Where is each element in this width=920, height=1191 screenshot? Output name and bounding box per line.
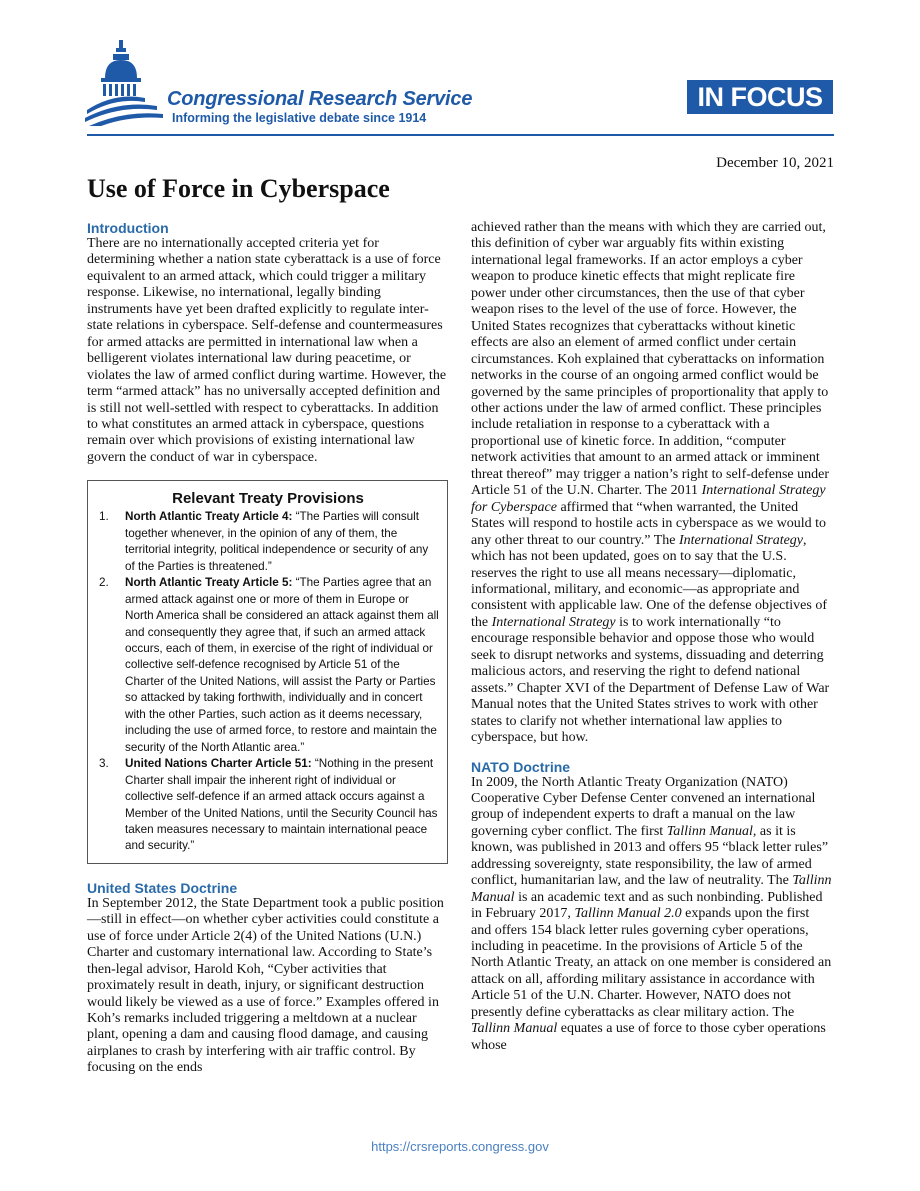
text-run: equates a use of force to those cyber operations whose [471, 1021, 826, 1053]
text-run: is an academic text and as such nonbinding. Published in February 2017, [471, 889, 823, 922]
capitol-dome-icon [85, 40, 165, 126]
org-name: Congressional Research Service [167, 88, 473, 110]
treaty-item-text: “Nothing in the present Charter shall impair the inherent right of individual or collective self-defence if an armed attack occurs against a Member of the United Nations, until the Security Council has taken measures necessary to maintain international peace and security.” [125, 757, 438, 853]
italic-title: Tallinn Manual [666, 823, 753, 839]
text-run: , which has not been updated, goes on to say that the U.S. reserves the right to use all means necessary—diplomatic, informational, military, and economic—as appropriate and consistent with applicable law. One of the defense objectives of the [471, 532, 827, 630]
spacer [471, 747, 832, 759]
intro-heading: Introduction [87, 220, 169, 236]
text-run: expands upon the first and offers 154 black letter rules governing cyber operations, including in peacetime. In the provisions of Article 5 of the North Atlantic Treaty, an attack on one member is considered an attack on all, affording military assistance in accordance with Article 51 of the U.N. Charter. However, NATO does not presently define cyberattacks as clear military action. The [471, 906, 832, 1020]
treaty-box-title: Relevant Treaty Provisions [172, 490, 364, 508]
footer-url[interactable]: https://crsreports.congress.gov [371, 1139, 549, 1154]
treaty-item-label: North Atlantic Treaty Article 5: [125, 576, 293, 590]
italic-title: International Strategy [678, 532, 804, 548]
italic-title: International Strategy [491, 614, 616, 630]
treaty-item-label: North Atlantic Treaty Article 4: [125, 510, 293, 524]
publication-date: December 10, 2021 [716, 155, 834, 171]
treaty-list [97, 509, 439, 855]
text-run: In 2009, the North Atlantic Treaty Organization (NATO) Cooperative Cyber Defense Center convened an international group of independent experts to draft a manual on the law governing cyber conflict. The first [471, 774, 816, 839]
italic-title: International Strategy for Cyberspace [471, 483, 826, 515]
treaty-item [97, 575, 439, 756]
text-run: achieved rather than the means with which they are carried out, this definition of cyber war arguably fits within existing international legal frameworks. If an actor employs a cyber weapon to produce kinetic effects that might replicate fire power under other circumstances, then the use of that cyber weapon rises to the level of the use of force. However, the United States recognizes that cyberattacks without kinetic effects are also an element of armed conflict under certain circumstances. Koh explained that cyberattacks on information networks in the course of an ongoing armed conflict would be governed by the same principles of proportionality that apply to other actions under the law of armed conflict. These principles include retaliation in response to a cyberattack with a proportional use of kinetic force. In addition, “computer network activities that amount to an armed attack or imminent threat thereof” may trigger a nation’s right to self-defense under Article 51 of the U.N. Charter. The 2011 [471, 220, 830, 499]
org-tagline: Informing the legislative debate since 1914 [172, 111, 427, 125]
page-title: Use of Force in Cyberspace [87, 174, 390, 203]
treaty-item-number: 3. [99, 757, 109, 771]
italic-title: Tallinn Manual [471, 873, 832, 905]
treaty-item [97, 509, 439, 575]
left-column [87, 220, 448, 1077]
in-focus-badge: IN FOCUS [687, 80, 833, 114]
nato-doctrine-heading: NATO Doctrine [471, 758, 571, 775]
italic-title: Tallinn Manual [471, 1021, 558, 1037]
nato-doctrine-paragraph [471, 775, 832, 1055]
treaty-provisions-box [87, 480, 448, 864]
us-doctrine-continued-paragraph [471, 220, 832, 747]
header-divider [87, 134, 834, 136]
treaty-item-number: 1. [99, 510, 109, 524]
text-run: , as it is known, was published in 2013 and offers 95 “black letter rules” addressing sovereignty, state responsibility, the law of armed conflict, humanitarian law, and the law of neutrality. The [471, 823, 829, 889]
treaty-item-number: 2. [99, 576, 109, 590]
treaty-item-text: “The Parties will consult together whenever, in the opinion of any of them, the territorial integrity, political independence or security of any of the Parties is threatened.” [125, 510, 429, 573]
text-run: affirmed that “when warranted, the United States will respond to hostile acts in cyberspace as we would to any other threat to our country.” The [471, 499, 826, 548]
treaty-item-text: “The Parties agree that an armed attack against one or more of them in Europe or North America shall be considered an attack against them all and consequently they agree that, if such an armed attack occurs, each of them, in exercise of the right of individual or collective self-defence recognised by Article 51 of the Charter of the United Nations, will assist the Party or Parties so attacked by taking forthwith, individually and in concert with the other Parties, such action as it deems necessary, including the use of armed force, to restore and maintain the security of the North Atlantic area.” [125, 576, 439, 754]
treaty-item-label: United Nations Charter Article 51: [125, 757, 312, 771]
treaty-item [97, 756, 439, 855]
us-doctrine-paragraph: In September 2012, the State Department took a public position—still in effect—on whether cyber activities could constitute a use of force under Article 2(4) of the United Nations (U.N.) Charter and customary international law. According to State’s then-legal advisor, Harold Koh, “Cyber activities that proximately result in death, injury, or significant destruction would likely be viewed as a use of force.” Examples offered in Koh’s remarks included triggering a meltdown at a nuclear plant, opening a dam and causing flood damage, and causing airplanes to crash by interfering with air traffic control. By focusing on the ends [87, 895, 444, 1076]
us-doctrine-heading: United States Doctrine [87, 879, 238, 896]
page-header [0, 0, 920, 140]
right-column [471, 220, 832, 1054]
text-run: is to work internationally “to encourage responsible behavior and oppose those who would seek to disrupt networks and systems, dissuading and deterring malicious actors, and reserving the right to defend national assets.” Chapter XVI of the Department of Defense Law of War Manual notes that the United States strives to work with other states to clarify not whether international law applies to cyberspace, but how. [471, 614, 830, 746]
intro-paragraph: There are no internationally accepted criteria yet for determining whether a nation state cyberattack is a use of force equivalent to an armed attack, which could trigger a military response. Likewise, no international, legally binding instruments have yet been drafted explicitly to regulate inter-state relations in cyberspace. Self-defense and countermeasures for armed attacks are permitted in international law when a belligerent violates international law during peacetime, or violates the law of armed conflict during wartime. However, the term “armed attack” has no universally accepted definition and is still not well-settled with respect to cyberattacks. In addition to what constitutes an armed attack in cyberspace, questions remain over which provisions of existing international law govern the conduct of war in cyberspace. [87, 236, 447, 465]
italic-title: Tallinn Manual 2.0 [574, 906, 682, 922]
